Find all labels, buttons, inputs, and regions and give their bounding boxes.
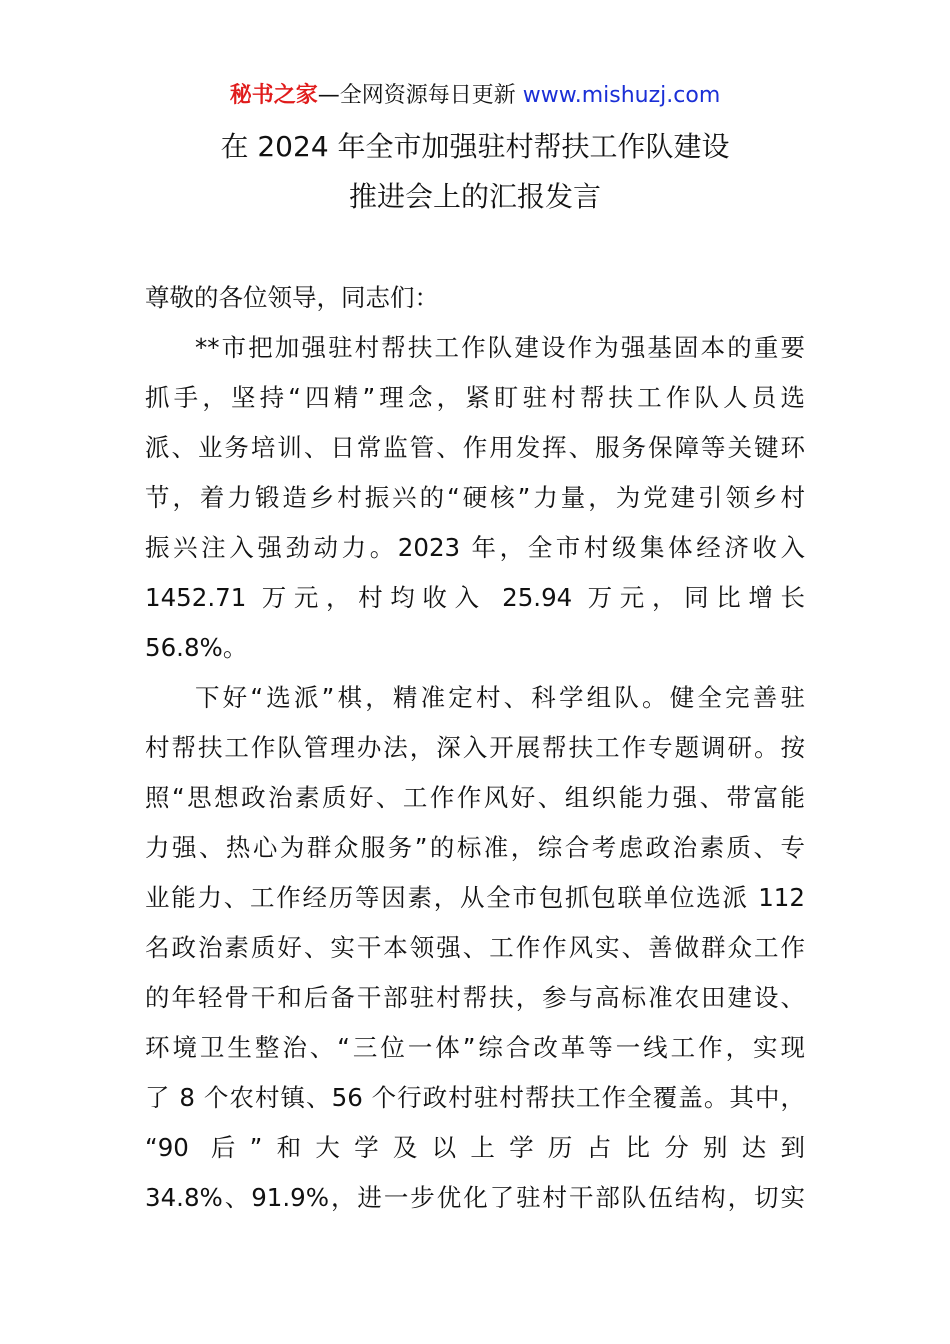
- paragraph-1-line: 派、业务培训、日常监管、作用发挥、服务保障等关键环: [145, 433, 805, 462]
- paragraph-2-line: 业能力、工作经历等因素，从全市包抓包联单位选派 112: [145, 883, 805, 912]
- paragraph-2-line: 下好“选派”棋，精准定村、科学组队。健全完善驻: [195, 683, 805, 712]
- paragraph-1-line: 节，着力锻造乡村振兴的“硬核”力量，为党建引领乡村: [145, 483, 805, 512]
- paragraph-1-line: 抓手，坚持“四精”理念，紧盯驻村帮扶工作队人员选: [145, 383, 805, 412]
- site-url-link[interactable]: www.mishuzj.com: [522, 83, 721, 108]
- document-title-line-1: 在 2024 年全市加强驻村帮扶工作队建设: [220, 130, 730, 163]
- paragraph-2-line: 名政治素质好、实干本领强、工作作风实、善做群众工作: [145, 933, 805, 962]
- paragraph-1-line: **市把加强驻村帮扶工作队建设作为强基固本的重要: [195, 333, 805, 362]
- paragraph-1-line: 振兴注入强劲动力。2023 年，全市村级集体经济收入: [145, 533, 805, 562]
- paragraph-1-line: 56.8%。: [145, 633, 248, 662]
- paragraph-2-line: “90 后”和大学及以上学历占比分别达到: [145, 1133, 805, 1162]
- paragraph-2-line: 环境卫生整治、“三位一体”综合改革等一线工作，实现: [145, 1033, 805, 1062]
- site-slogan: —全网资源每日更新: [317, 83, 523, 108]
- salutation: 尊敬的各位领导，同志们：: [145, 283, 439, 312]
- paragraph-2-line: 照“思想政治素质好、工作作风好、组织能力强、带富能: [145, 783, 805, 812]
- paragraph-2-line: 了 8 个农村镇、56 个行政村驻村帮扶工作全覆盖。其中，: [145, 1083, 805, 1112]
- paragraph-2-line: 村帮扶工作队管理办法，深入开展帮扶工作专题调研。按: [145, 733, 805, 762]
- site-header: [0, 80, 950, 112]
- site-brand: 秘书之家: [229, 83, 318, 108]
- paragraph-2-line: 的年轻骨干和后备干部驻村帮扶，参与高标准农田建设、: [145, 983, 805, 1012]
- paragraph-2-line: 力强、热心为群众服务”的标准，综合考虑政治素质、专: [145, 833, 805, 862]
- document-title-line-2: 推进会上的汇报发言: [348, 180, 601, 213]
- paragraph-2-line: 34.8%、91.9%，进一步优化了驻村干部队伍结构，切实: [145, 1183, 805, 1212]
- paragraph-1-line: 1452.71 万元，村均收入 25.94 万元，同比增长: [145, 583, 805, 612]
